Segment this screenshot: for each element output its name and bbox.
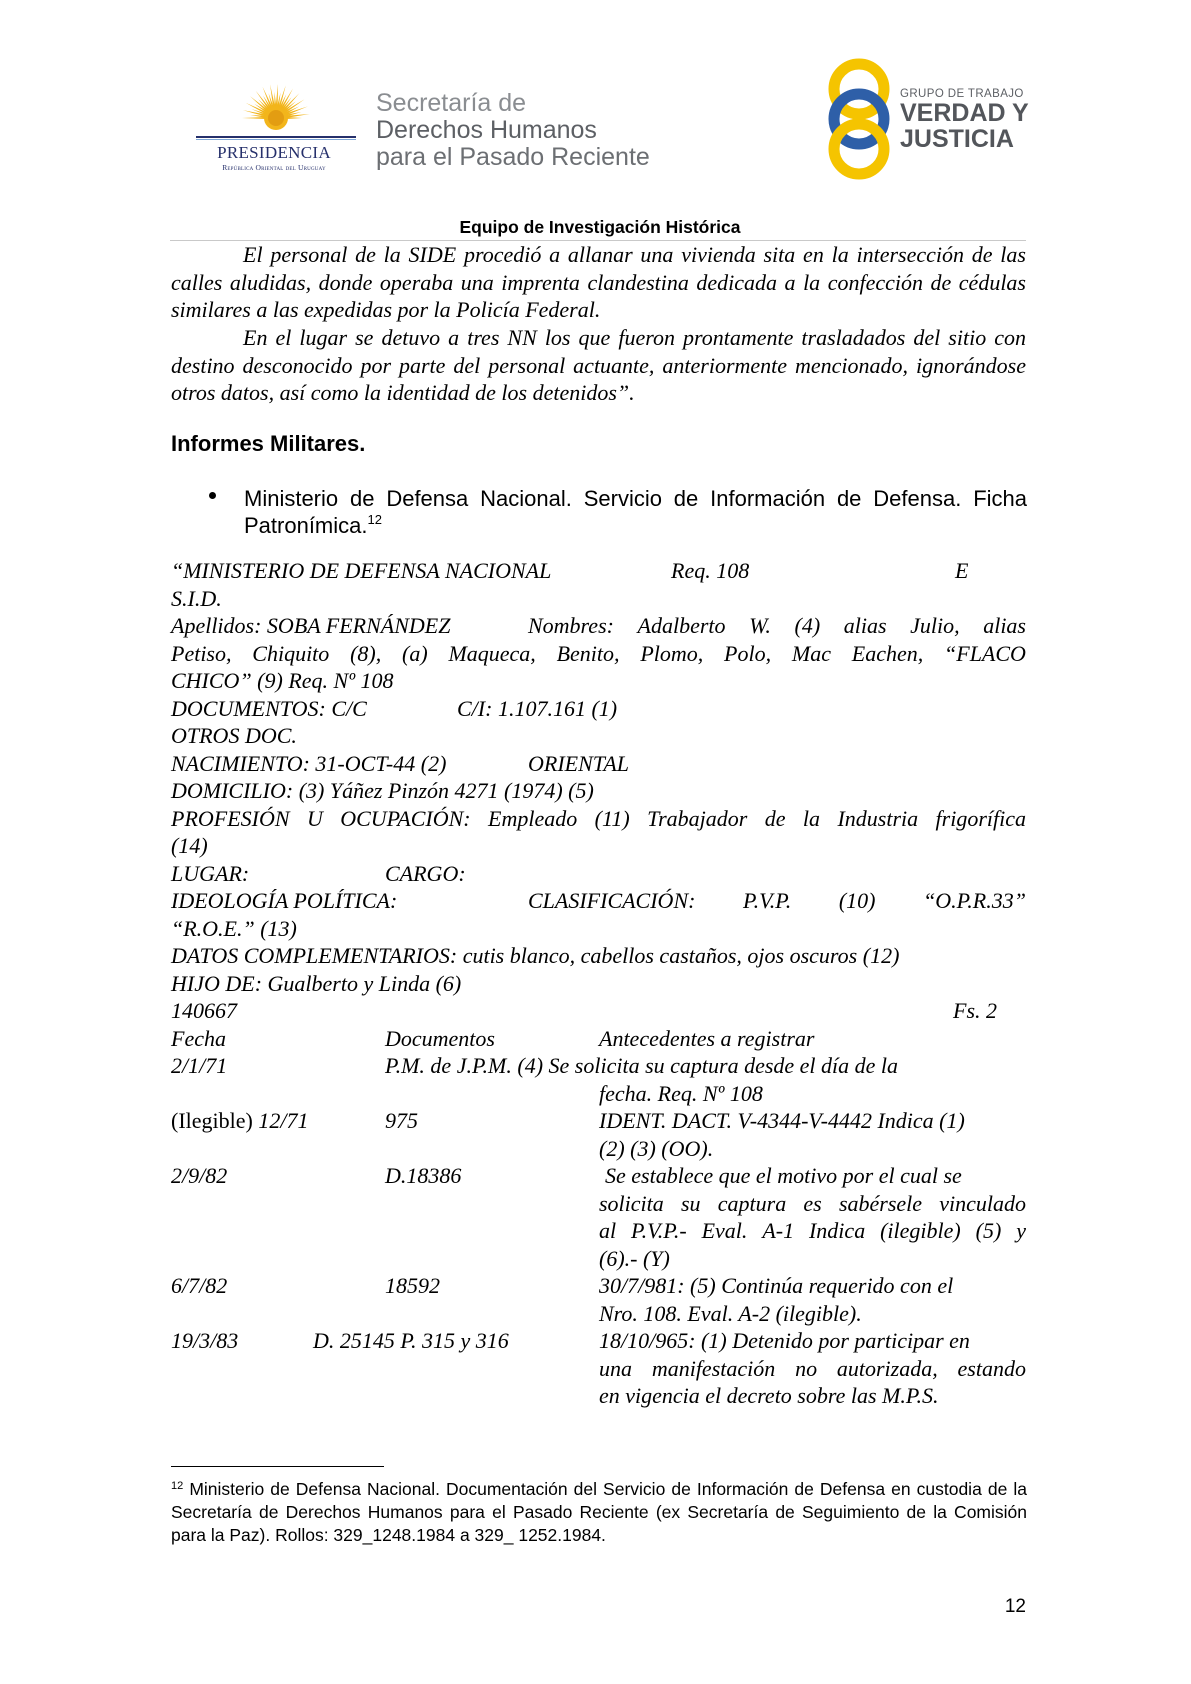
ficha-datos-complementarios: DATOS COMPLEMENTARIOS: cutis blanco, cabellos castaños, ojos oscuros (12): [171, 943, 900, 968]
ficha-apellidos: Apellidos: SOBA FERNÁNDEZ: [171, 613, 451, 638]
table-row-5-text-line3: en vigencia el decreto sobre las M.P.S.: [599, 1383, 939, 1408]
logo-rule-top: [196, 136, 356, 138]
fecha-ilegible: (Ilegible): [171, 1108, 253, 1133]
column-header-antecedentes: Antecedentes a registrar: [599, 1026, 815, 1051]
ficha-nacimiento: NACIMIENTO: 31-OCT-44 (2): [171, 751, 447, 776]
column-header-documentos: Documentos: [385, 1026, 495, 1051]
ficha-roe: “R.O.E.” (13): [171, 916, 297, 941]
ficha-folio: Fs. 2: [953, 998, 997, 1023]
logo-rule-light: [196, 139, 356, 140]
footnote-separator: [171, 1466, 384, 1467]
table-row-4-fecha: 6/7/82: [171, 1273, 228, 1298]
bullet-icon: [209, 492, 216, 499]
ficha-hijo-de: HIJO DE: Gualberto y Linda (6): [171, 971, 462, 996]
word: Industria: [837, 806, 919, 831]
word: la: [802, 806, 821, 831]
table-row-3-text-line4: (6).- (Y): [599, 1246, 670, 1271]
word: manifestación: [651, 1356, 776, 1381]
table-row-2-text-cont: (2) (3) (OO).: [599, 1136, 714, 1161]
secretaria-line-2: Derechos Humanos: [376, 116, 597, 144]
word: Trabajador: [647, 806, 748, 831]
word: no: [795, 1356, 818, 1381]
word: “O.P.R.33”: [923, 888, 1026, 913]
word: Chiquito: [252, 641, 330, 666]
table-row-4-text-cont: Nro. 108. Eval. A-2 (ilegible).: [599, 1301, 862, 1326]
table-row-2-doc: 975: [385, 1108, 418, 1133]
ficha-domicilio: DOMICILIO: (3) Yáñez Pinzón 4271 (1974) (5): [171, 778, 594, 803]
sun-ray: [276, 84, 278, 107]
ficha-profesion-line: [171, 805, 1026, 833]
word: y: [1016, 1218, 1026, 1243]
word: (11): [594, 806, 630, 831]
word: Eval.: [701, 1218, 748, 1243]
table-row-5-text: 18/10/965: (1) Detenido por participar en: [599, 1328, 970, 1353]
table-row-3-doc: D.18386: [385, 1163, 462, 1188]
footnote-text: Ministerio de Defensa Nacional. Documentación del Servicio de Información de Defensa en custodia de la Secretaría de Derechos Humanos para el Pasado Reciente (ex Secretaría de Seguimiento de la Comisión para la Paz). Rollos: 329_1248.1984 a 329_ 1252.1984.: [171, 1479, 1027, 1545]
word: vinculado: [939, 1191, 1026, 1216]
footnote-reference: 12: [367, 512, 382, 527]
word: Adalberto: [637, 613, 726, 638]
word: Benito,: [556, 641, 620, 666]
word: A-1: [762, 1218, 795, 1243]
verdad-justicia-rings-logo: [818, 56, 900, 182]
grupo-trabajo-wordmark: [900, 88, 1029, 152]
word: Plomo,: [640, 641, 704, 666]
table-row-5-text-line2: [599, 1355, 1026, 1383]
table-row-2-text: IDENT. DACT. V-4344-V-4442 Indica (1): [599, 1108, 965, 1133]
ficha-cargo: CARGO:: [385, 861, 466, 886]
table-row-1-text: P.M. de J.P.M. (4) Se solicita su captura desde el día de la: [385, 1053, 899, 1078]
sun-icon: [242, 84, 310, 130]
sun-ray: [242, 117, 265, 119]
word: captura: [717, 1191, 787, 1216]
ficha-documentos: DOCUMENTOS: C/C: [171, 696, 367, 721]
sun-face: [268, 110, 284, 126]
bullet-item: [244, 485, 1027, 539]
table-row-4-doc: 18592: [385, 1273, 440, 1298]
ficha-oriental: ORIENTAL: [528, 751, 630, 776]
word: Mac: [791, 641, 831, 666]
ficha-ci: C/I: 1.107.161 (1): [457, 696, 618, 721]
word: Julio,: [910, 613, 960, 638]
word: Empleado: [488, 806, 578, 831]
word: es: [803, 1191, 822, 1216]
table-row-3-text: Se establece que el motivo por el cual se: [605, 1163, 962, 1188]
ficha-numero: 140667: [171, 998, 237, 1023]
word: W.: [749, 613, 771, 638]
word: al: [599, 1218, 617, 1243]
footnote-number: 12: [171, 1480, 184, 1492]
secretaria-line-1: Secretaría de: [376, 89, 527, 117]
ficha-otros-doc: OTROS DOC.: [171, 723, 297, 748]
table-row-5-doc: D. 25145 P. 315 y 316: [313, 1328, 509, 1353]
verdad-label: VERDAD Y: [900, 99, 1029, 127]
presidencia-subtitle: República Oriental del Uruguay: [222, 163, 326, 172]
word: Petiso,: [171, 641, 232, 666]
sun-ray: [287, 117, 302, 119]
word: una: [599, 1356, 632, 1381]
secretaria-line-3: para el Pasado Reciente: [376, 143, 650, 171]
word: autorizada,: [836, 1356, 938, 1381]
table-row-3-text-line3: [599, 1217, 1026, 1245]
word: alias: [983, 613, 1026, 638]
word: de: [764, 806, 786, 831]
word: (a): [402, 641, 428, 666]
word: solicita: [599, 1191, 664, 1216]
table-row-2-fecha: [171, 1107, 308, 1135]
word: (10): [838, 888, 876, 913]
table-row-3-text-line2: [599, 1190, 1026, 1218]
footnote: [171, 1478, 1027, 1547]
presidencia-wordmark: PRESIDENCIA: [217, 143, 331, 162]
word: frigorífica: [935, 806, 1026, 831]
word: P.V.P.-: [631, 1218, 687, 1243]
intro-paragraph-2: En el lugar se detuvo a tres NN los que fueron prontamente trasladados del sitio con destino desconocido por parte del personal actuante, anteriormente mencionado, ignorándose otros datos, así como la identidad de los detenidos”.: [171, 325, 1026, 405]
ficha-ministerio: “MINISTERIO DE DEFENSA NACIONAL: [171, 558, 552, 583]
word: estando: [957, 1356, 1026, 1381]
ficha-e: E: [955, 558, 969, 583]
word: U: [306, 806, 323, 831]
word: Eachen,: [851, 641, 924, 666]
ficha-req: Req. 108: [671, 558, 750, 583]
word: sabérsele: [838, 1191, 923, 1216]
ficha-lugar: LUGAR:: [171, 861, 250, 886]
table-row-1-fecha: 2/1/71: [171, 1053, 228, 1078]
word: P.V.P.: [743, 888, 792, 913]
team-title: Equipo de Investigación Histórica: [459, 217, 741, 237]
table-row-1-text-cont: fecha. Req. Nº 108: [599, 1081, 763, 1106]
word: (ilegible): [880, 1218, 961, 1243]
ficha-chico: CHICO” (9) Req. Nº 108: [171, 668, 394, 693]
word: Polo,: [724, 641, 772, 666]
grupo-trabajo-label: GRUPO DE TRABAJO: [900, 88, 1024, 100]
justicia-label: JUSTICIA: [900, 125, 1014, 153]
table-row-3-fecha: 2/9/82: [171, 1163, 228, 1188]
fecha-value: 12/71: [258, 1108, 309, 1133]
word: (5): [975, 1218, 1002, 1243]
ficha-ideologia: IDEOLOGÍA POLÍTICA:: [171, 888, 398, 913]
page-number: 12: [1004, 1596, 1026, 1617]
word: (4): [794, 613, 821, 638]
ficha-14: (14): [171, 833, 208, 858]
column-header-fecha: Fecha: [171, 1026, 226, 1051]
table-row-5-fecha: 19/3/83: [171, 1328, 239, 1353]
word: CLASIFICACIÓN:: [528, 888, 696, 913]
bullet-item-text: Ministerio de Defensa Nacional. Servicio de Información de Defensa. Ficha Patronímica.: [244, 486, 1027, 538]
table-row-4-text: 30/7/981: (5) Continúa requerido con el: [599, 1273, 954, 1298]
word: Nombres:: [528, 613, 614, 638]
ficha-alias-line: [171, 640, 1026, 668]
word: Indica: [808, 1218, 866, 1243]
intro-paragraph-1: El personal de la SIDE procedió a allanar una vivienda sita en la intersección de las calles aludidas, donde operaba una imprenta clandestina dedicada a la confección de cédulas similares a las expedidas por la Policía Federal.: [171, 242, 1026, 322]
ficha-clasificacion-line: [528, 887, 1026, 915]
ficha-sid: S.I.D.: [171, 586, 222, 611]
word: su: [680, 1191, 701, 1216]
word: alias: [843, 613, 887, 638]
section-heading: Informes Militares.: [171, 431, 366, 456]
secretaria-wordmark: [376, 90, 650, 171]
ficha-nombres-line: [528, 612, 1026, 640]
word: OCUPACIÓN:: [340, 806, 471, 831]
word: Maqueca,: [448, 641, 536, 666]
word: “FLACO: [944, 641, 1026, 666]
word: PROFESIÓN: [171, 806, 290, 831]
word: (8),: [350, 641, 382, 666]
